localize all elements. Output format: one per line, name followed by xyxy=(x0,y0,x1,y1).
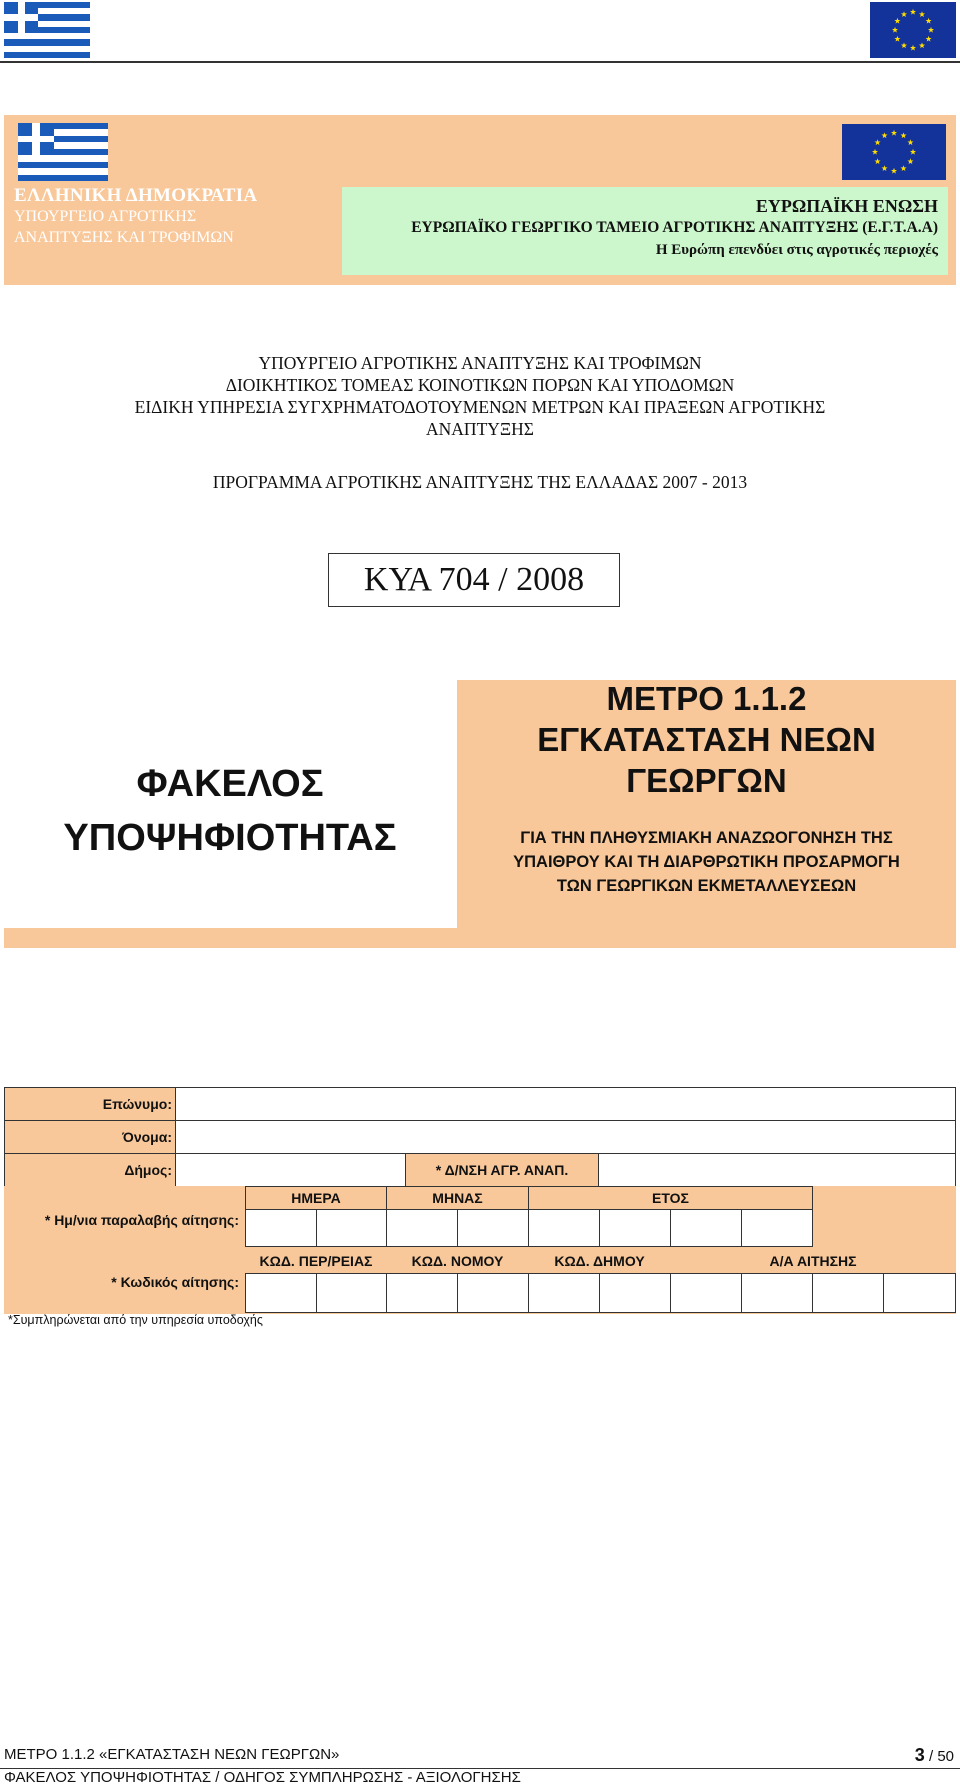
year-header: ΕΤΟΣ xyxy=(528,1186,813,1210)
greek-flag-icon xyxy=(4,2,90,58)
year-digit-3[interactable] xyxy=(670,1209,742,1247)
region-code-digit-1[interactable] xyxy=(245,1273,317,1313)
footer-measure: ΜΕΤΡΟ 1.1.2 «ΕΓΚΑΤΑΣΤΑΣΗ ΝΕΩΝ ΓΕΩΡΓΩΝ» xyxy=(4,1746,340,1763)
folder-line: ΦΑΚΕΛΟΣ xyxy=(136,763,324,805)
prefecture-code-header: ΚΩΔ. ΝΟΜΟΥ xyxy=(386,1250,529,1272)
name-label: Όνομα: xyxy=(4,1120,176,1154)
day-header: ΗΜΕΡΑ xyxy=(245,1186,387,1210)
eu-star-icon xyxy=(926,36,932,42)
municipality-code-digit-2[interactable] xyxy=(599,1273,671,1313)
page-total: 50 xyxy=(937,1748,954,1765)
eu-box xyxy=(342,187,948,275)
form-note: *Συμπληρώνεται από την υπηρεσία υποδοχής xyxy=(8,1313,263,1327)
folder-title xyxy=(4,757,456,865)
code-label: * Κωδικός αίτησης: xyxy=(111,1274,239,1290)
application-no-digit-4[interactable] xyxy=(883,1273,956,1313)
eu-star-icon xyxy=(881,165,887,171)
dept-field[interactable] xyxy=(598,1153,956,1187)
eu-title: ΕΥΡΩΠΑΪΚΗ ΕΝΩΣΗ xyxy=(755,196,938,216)
eu-star-icon xyxy=(919,11,925,17)
measure-title-line: ΕΓΚΑΤΑΣΤΑΣΗ ΝΕΩΝ xyxy=(537,721,876,758)
eu-star-icon xyxy=(910,45,916,51)
measure-subtitle xyxy=(457,826,956,898)
ministry-line-1: ΥΠΟΥΡΓΕΙΟ ΑΓΡΟΤΙΚΗΣ xyxy=(14,208,197,225)
application-no-digit-3[interactable] xyxy=(812,1273,884,1313)
application-no-header: Α/Α ΑΙΤΗΣΗΣ xyxy=(670,1250,956,1272)
eu-star-icon xyxy=(891,130,897,136)
folder-line: ΥΠΟΨΗΦΙΟΤΗΤΑΣ xyxy=(63,817,397,859)
eu-star-icon xyxy=(894,36,900,42)
measure-sub-line: ΤΩΝ ΓΕΩΡΓΙΚΩΝ ΕΚΜΕΤΑΛΛΕΥΣΕΩΝ xyxy=(556,877,857,895)
application-no-digit-2[interactable] xyxy=(741,1273,813,1313)
kya-box: ΚΥΑ 704 / 2008 xyxy=(328,553,620,607)
measure-band xyxy=(4,928,956,948)
municipality-label: Δήμος: xyxy=(4,1153,176,1187)
municipality-field[interactable] xyxy=(175,1153,406,1187)
banner xyxy=(4,115,956,285)
ministry-line: ΕΙΔΙΚΗ ΥΠΗΡΕΣΙΑ ΣΥΓΧΡΗΜΑΤΟΔΟΤΟΥΜΕΝΩΝ ΜΕΤΡΩΝ ΚΑΙ ΠΡΑΞΕΩΝ ΑΓΡΟΤΙΚΗΣ xyxy=(134,397,826,417)
eu-star-icon xyxy=(928,27,934,33)
eu-star-icon xyxy=(900,165,906,171)
eu-star-icon xyxy=(892,27,898,33)
receipt-label: * Ημ/νια παραλαβής αίτησης: xyxy=(44,1212,239,1228)
eu-star-icon xyxy=(872,149,878,155)
ministry-line: ΑΝΑΠΤΥΞΗΣ xyxy=(426,419,534,439)
day-digit-1[interactable] xyxy=(245,1209,317,1247)
page-current: 3 xyxy=(914,1745,925,1765)
eu-star-icon xyxy=(881,132,887,138)
eu-star-icon xyxy=(875,158,881,164)
eu-star-icon xyxy=(900,132,906,138)
ministry-line-2: ΑΝΑΠΤΥΞΗΣ ΚΑΙ ΤΡΟΦΙΜΩΝ xyxy=(14,229,234,246)
prefecture-code-digit-2[interactable] xyxy=(457,1273,529,1313)
ministry-line: ΥΠΟΥΡΓΕΙΟ ΑΓΡΟΤΙΚΗΣ ΑΝΑΠΤΥΞΗΣ ΚΑΙ ΤΡΟΦΙΜΩΝ xyxy=(258,353,702,373)
name-field[interactable] xyxy=(175,1120,956,1154)
measure-title-line: ΜΕΤΡΟ 1.1.2 xyxy=(606,680,807,717)
prefecture-code-digit-1[interactable] xyxy=(386,1273,458,1313)
municipality-code-digit-1[interactable] xyxy=(528,1273,600,1313)
region-code-digit-2[interactable] xyxy=(316,1273,387,1313)
page-separator: / xyxy=(924,1748,938,1765)
day-digit-2[interactable] xyxy=(316,1209,387,1247)
municipality-code-header: ΚΩΔ. ΔΗΜΟΥ xyxy=(528,1250,671,1272)
surname-field[interactable] xyxy=(175,1087,956,1121)
measure-sub-line: ΓΙΑ ΤΗΝ ΠΛΗΘΥΣΜΙΑΚΗ ΑΝΑΖΩΟΓΟΝΗΣΗ ΤΗΣ xyxy=(520,829,893,847)
month-digit-2[interactable] xyxy=(457,1209,529,1247)
eu-star-icon xyxy=(926,18,932,24)
year-digit-4[interactable] xyxy=(741,1209,813,1247)
header-rule xyxy=(0,61,960,63)
eu-flag-icon xyxy=(842,124,946,180)
republic-title: ΕΛΛΗΝΙΚΗ ΔΗΜΟΚΡΑΤΙΑ xyxy=(14,185,258,206)
dept-label: * Δ/ΝΣΗ ΑΓΡ. ΑΝΑΠ. xyxy=(405,1153,599,1187)
eu-star-icon xyxy=(919,42,925,48)
region-code-header: ΚΩΔ. ΠΕΡ/ΡΕΙΑΣ xyxy=(245,1250,387,1272)
measure-title xyxy=(457,678,956,801)
eu-star-icon xyxy=(907,139,913,145)
ministry-line: ΔΙΟΙΚΗΤΙΚΟΣ ΤΟΜΕΑΣ ΚΟΙΝΟΤΙΚΩΝ ΠΟΡΩΝ ΚΑΙ ΥΠΟΔΟΜΩΝ xyxy=(225,375,735,395)
eu-star-icon xyxy=(901,42,907,48)
eu-star-icon xyxy=(891,168,897,174)
eu-fund: ΕΥΡΩΠΑΪΚΟ ΓΕΩΡΓΙΚΟ ΤΑΜΕΙΟ ΑΓΡΟΤΙΚΗΣ ΑΝΑΠΤΥΞΗΣ (Ε.Γ.Τ.Α.Α) xyxy=(411,219,938,236)
eu-star-icon xyxy=(901,11,907,17)
measure-title-line: ΓΕΩΡΓΩΝ xyxy=(626,762,787,799)
eu-flag-icon xyxy=(870,2,956,58)
programme-title: ΠΡΟΓΡΑΜΜΑ ΑΓΡΟΤΙΚΗΣ ΑΝΑΠΤΥΞΗΣ ΤΗΣ ΕΛΛΑΔΑΣ 2007 - 2013 xyxy=(212,472,748,492)
year-digit-1[interactable] xyxy=(528,1209,600,1247)
republic-text xyxy=(14,185,257,248)
footer-guide: ΦΑΚΕΛΟΣ ΥΠΟΨΗΦΙΟΤΗΤΑΣ / ΟΔΗΓΟΣ ΣΥΜΠΛΗΡΩΣΗΣ - ΑΞΙΟΛΟΓΗΣΗΣ xyxy=(4,1769,521,1786)
year-digit-2[interactable] xyxy=(599,1209,671,1247)
ministry-block xyxy=(0,352,960,440)
eu-star-icon xyxy=(894,18,900,24)
surname-label: Επώνυμο: xyxy=(4,1087,176,1121)
eu-star-icon xyxy=(910,149,916,155)
measure-sub-line: ΥΠΑΙΘΡΟΥ ΚΑΙ ΤΗ ΔΙΑΡΘΡΩΤΙΚΗ ΠΡΟΣΑΡΜΟΓΗ xyxy=(513,853,900,871)
eu-star-icon xyxy=(875,139,881,145)
month-header: ΜΗΝΑΣ xyxy=(386,1186,529,1210)
page-number xyxy=(915,1745,954,1766)
eu-star-icon xyxy=(910,9,916,15)
eu-star-icon xyxy=(907,158,913,164)
eu-motto: Η Ευρώπη επενδύει στις αγροτικές περιοχές xyxy=(655,242,938,258)
greek-flag-icon xyxy=(18,123,108,181)
month-digit-1[interactable] xyxy=(386,1209,458,1247)
application-no-digit-1[interactable] xyxy=(670,1273,742,1313)
